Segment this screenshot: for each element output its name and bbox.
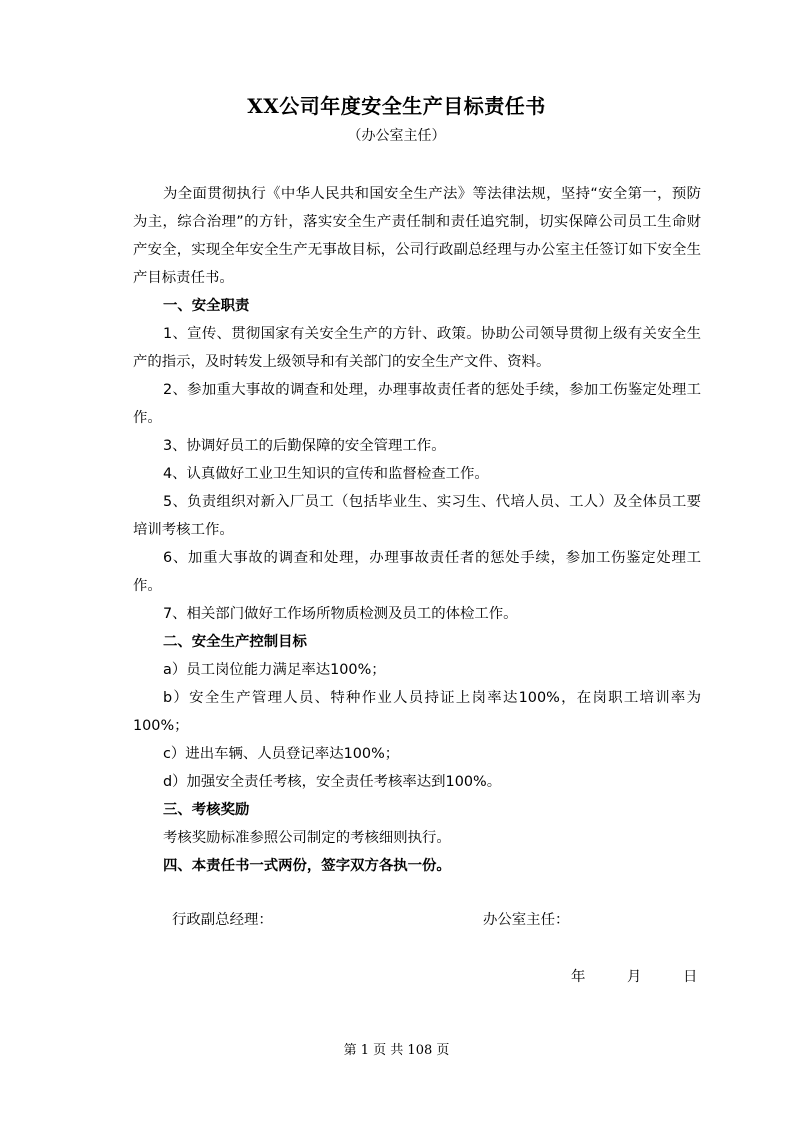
section-heading-assessment: 三、考核奖励 bbox=[163, 802, 250, 818]
target-item: a）员工岗位能力满足率达100%； bbox=[163, 662, 386, 678]
date-year-label: 年 bbox=[571, 969, 586, 985]
duty-item: 4、认真做好工业卫生知识的宣传和监督检查工作。 bbox=[163, 466, 489, 482]
duty-item: 1、宣传、贯彻国家有关安全生产的方针、政策。协助公司领导贯彻上级有关安全生产的指示，及时转发上级领导和有关部门的安全生产文件、资料。 bbox=[133, 326, 701, 370]
document-subtitle: （办公室主任） bbox=[347, 128, 446, 144]
duty-item: 3、协调好员工的后勤保障的安全管理工作。 bbox=[163, 438, 446, 454]
duty-item: 7、相关部门做好工作场所物质检测及员工的体检工作。 bbox=[163, 606, 518, 622]
duty-item: 6、加重大事故的调查和处理，办理事故责任者的惩处手续，参加工伤鉴定处理工作。 bbox=[133, 550, 701, 594]
document-body bbox=[133, 180, 701, 880]
signature-label-deputy-gm: 行政副总经理： bbox=[172, 912, 273, 928]
target-item: b）安全生产管理人员、特种作业人员持证上岗率达100%，在岗职工培训率为100%； bbox=[133, 690, 701, 734]
document-title: XX公司年度安全生产目标责任书 bbox=[247, 94, 546, 118]
target-item: d）加强安全责任考核，安全责任考核率达到100%。 bbox=[163, 774, 502, 790]
date-day-label: 日 bbox=[683, 969, 698, 985]
target-item: c）进出车辆、人员登记率达100%； bbox=[163, 746, 400, 762]
duty-item: 2、参加重大事故的调查和处理，办理事故责任者的惩处手续，参加工伤鉴定处理工作。 bbox=[133, 382, 701, 426]
date-month-label: 月 bbox=[627, 969, 642, 985]
section-heading-copies: 四、本责任书一式两份，签字双方各执一份。 bbox=[163, 858, 451, 874]
signature-label-office-director: 办公室主任： bbox=[483, 912, 570, 928]
section-heading-duties: 一、安全职责 bbox=[163, 298, 250, 314]
section-heading-targets: 二、安全生产控制目标 bbox=[163, 634, 307, 650]
page-footer: 第 1 页 共 108 页 bbox=[343, 1043, 450, 1058]
assessment-text: 考核奖励标准参照公司制定的考核细则执行。 bbox=[163, 830, 451, 846]
duty-item: 5、负责组织对新入厂员工（包括毕业生、实习生、代培人员、工人）及全体员工要培训考核工作。 bbox=[133, 494, 701, 538]
intro-paragraph: 为全面贯彻执行《中华人民共和国安全生产法》等法律法规，坚持“安全第一，预防为主，综合治理”的方针，落实安全生产责任制和责任追究制，切实保障公司员工生命财产安全，实现全年安全生产无事故目标，公司行政副总经理与办公室主任签订如下安全生产目标责任书。 bbox=[133, 186, 701, 286]
